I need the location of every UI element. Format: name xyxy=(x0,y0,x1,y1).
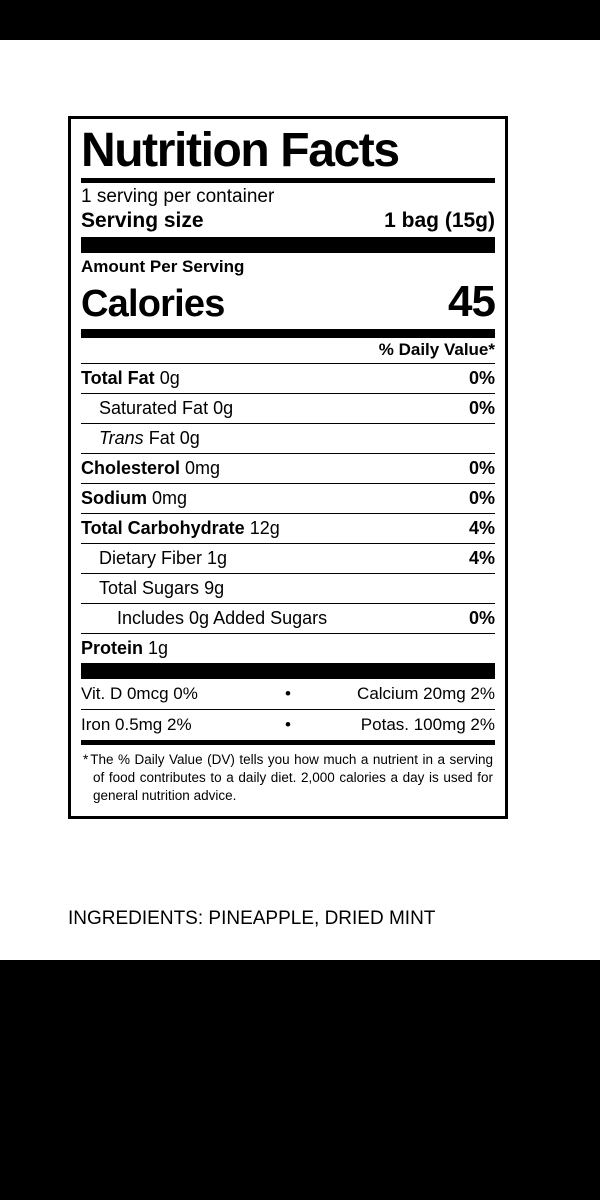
calories-row xyxy=(81,277,495,329)
divider-calories xyxy=(81,329,495,338)
micronutrient-row-1 xyxy=(81,679,495,709)
nutrient-dv: 0% xyxy=(468,607,495,628)
nutrient-amount: 0g xyxy=(213,397,234,418)
nutrient-amount: 1g xyxy=(148,637,169,658)
nutrient-row-dietary-fiber xyxy=(81,544,495,573)
nutrient-row-sodium xyxy=(81,484,495,513)
nutrient-dv: 4% xyxy=(468,547,495,568)
serving-size-row xyxy=(81,209,495,237)
divider-heavy-bottom xyxy=(81,663,495,679)
micronutrient-potassium: Potas. 100mg 2% xyxy=(360,714,495,734)
nutrient-row-saturated-fat xyxy=(81,394,495,423)
bullet-separator-icon: • xyxy=(285,683,291,703)
nutrient-dv: 0% xyxy=(468,367,495,388)
nutrient-name: Trans xyxy=(99,427,144,448)
nutrient-amount: Fat 0g xyxy=(148,427,200,448)
nutrient-row-protein xyxy=(81,634,495,663)
nutrient-name: Total Carbohydrate xyxy=(81,517,245,538)
nutrient-row-cholesterol xyxy=(81,454,495,483)
nutrient-row-total-sugars xyxy=(81,574,495,603)
divider-heavy-top xyxy=(81,237,495,253)
nutrient-row-total-carbohydrate xyxy=(81,514,495,543)
nutrient-amount: 9g xyxy=(204,577,225,598)
servings-per-container: 1 serving per container xyxy=(81,185,275,207)
nutrition-facts-panel xyxy=(68,116,508,819)
nutrient-name: Total Fat xyxy=(81,367,155,388)
ingredients-text: INGREDIENTS: PINEAPPLE, DRIED MINT xyxy=(68,908,436,929)
nutrient-row-total-fat xyxy=(81,364,495,393)
nutrient-amount: 0g xyxy=(159,367,180,388)
serving-size-value: 1 bag (15g) xyxy=(384,208,495,232)
nutrient-row-trans-fat xyxy=(81,424,495,453)
footnote-star: * xyxy=(83,751,89,767)
nutrient-name: Dietary Fiber xyxy=(99,547,203,568)
label-page xyxy=(0,40,600,960)
bullet-separator-icon: • xyxy=(285,714,291,734)
nutrient-name: Cholesterol xyxy=(81,457,181,478)
serving-size-label: Serving size xyxy=(81,208,204,232)
micronutrient-row-2 xyxy=(81,710,495,740)
micronutrient-vitamin-d: Vit. D 0mcg 0% xyxy=(81,683,198,703)
page-title: Nutrition Facts xyxy=(81,124,399,177)
amount-per-serving-label: Amount Per Serving xyxy=(81,256,245,276)
nutrient-row-added-sugars xyxy=(81,604,495,633)
nutrient-name: Total Sugars xyxy=(99,577,200,598)
daily-value-footnote xyxy=(81,745,495,808)
footnote-text: The % Daily Value (DV) tells you how much a nutrient in a serving of food contributes to a daily diet. 2,000 calories a day is used for general nutrition advice. xyxy=(90,751,493,804)
nutrient-dv: 0% xyxy=(468,487,495,508)
calories-label: Calories xyxy=(81,282,225,325)
nutrient-dv: 0% xyxy=(468,397,495,418)
nutrient-dv: 0% xyxy=(468,457,495,478)
nutrient-name: Saturated Fat xyxy=(99,397,209,418)
nutrient-amount: 0mg xyxy=(185,457,221,478)
nutrient-amount: 1g xyxy=(207,547,228,568)
calories-value: 45 xyxy=(448,276,495,326)
nutrient-dv: 4% xyxy=(468,517,495,538)
nutrient-name: Includes 0g Added Sugars xyxy=(117,607,328,628)
daily-value-header: % Daily Value* xyxy=(378,339,495,359)
nutrient-amount: 0mg xyxy=(152,487,188,508)
micronutrient-iron: Iron 0.5mg 2% xyxy=(81,714,192,734)
nutrient-name: Sodium xyxy=(81,487,147,508)
nutrient-amount: 12g xyxy=(249,517,280,538)
nutrient-name: Protein xyxy=(81,637,144,658)
micronutrient-calcium: Calcium 20mg 2% xyxy=(357,683,495,703)
